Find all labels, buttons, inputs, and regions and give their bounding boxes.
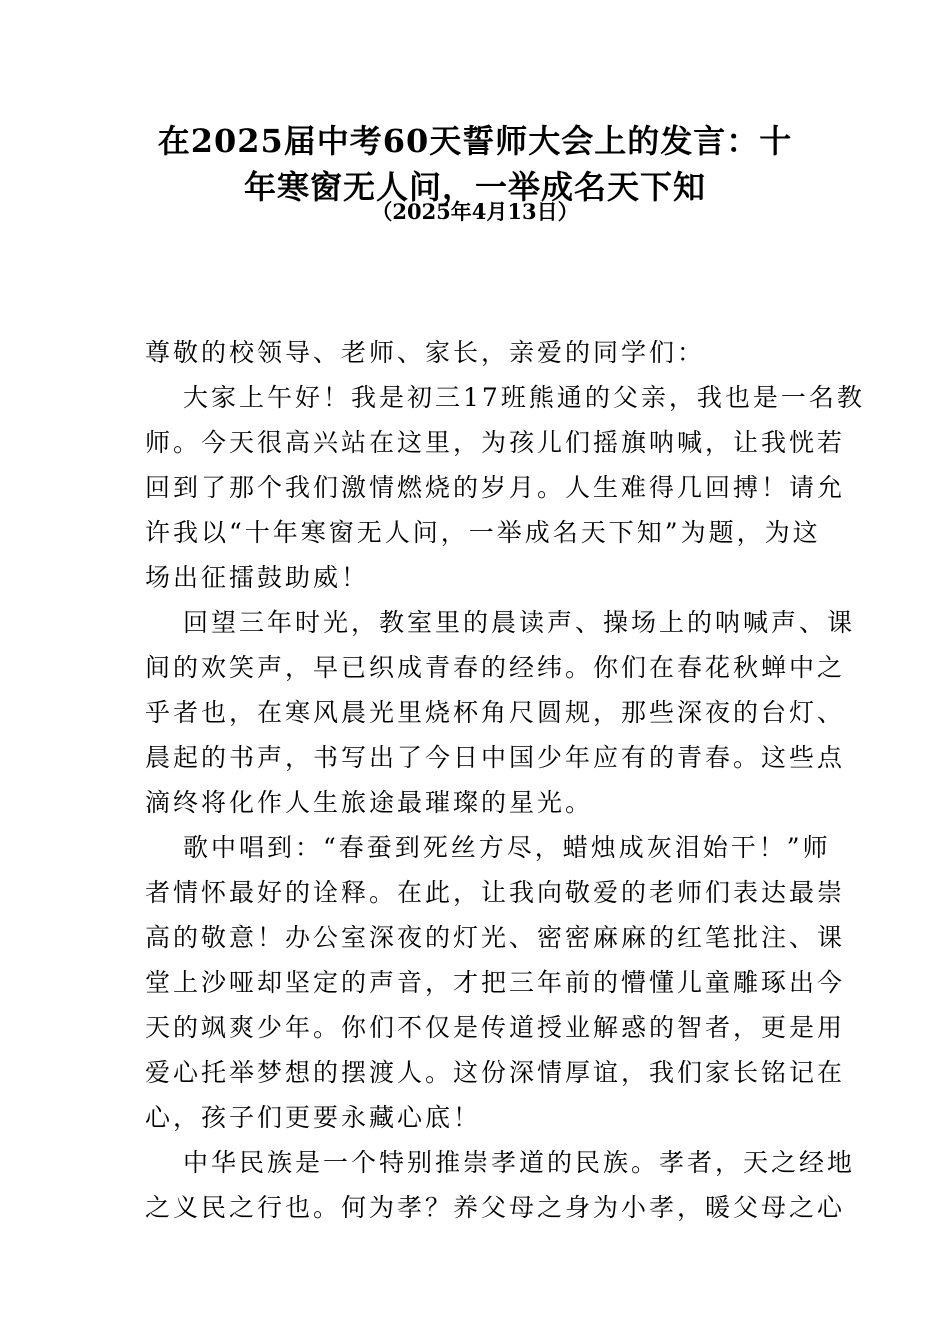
title-line: 在2025届中考60天誓师大会上的发言：十: [157, 122, 793, 160]
paragraph-line: 场出征擂鼓助威！: [145, 563, 370, 592]
paragraph-line: 回望三年时光，教室里的晨读声、操场上的呐喊声、课: [183, 608, 856, 637]
document-date: （2025年4月13日）: [371, 199, 579, 224]
document-body: [145, 330, 865, 1230]
paragraph-line: 心，孩子们更要永藏心底！: [145, 1103, 482, 1132]
paragraph-line: 许我以“十年寒窗无人问，一举成名天下知”为题，为这: [145, 518, 821, 547]
paragraph-line: 天的飒爽少年。你们不仅是传道授业解惑的智者，更是用: [145, 1013, 846, 1042]
paragraph-line: 乎者也，在寒风晨光里烧杯角尺圆规，那些深夜的台灯、: [145, 698, 846, 727]
paragraph: [145, 600, 856, 825]
paragraph: [145, 375, 865, 600]
paragraph-line: 歌中唱到：“春蚕到死丝方尽，蜡烛成灰泪始干！”师: [183, 833, 831, 862]
paragraph-line: 之义民之行也。何为孝？养父母之身为小孝，暖父母之心: [145, 1193, 846, 1222]
paragraph-line: 者情怀最好的诠释。在此，让我向敬爱的老师们表达最崇: [145, 878, 846, 907]
paragraph-line: 师。今天很高兴站在这里，为孩儿们摇旗呐喊，让我恍若: [145, 428, 846, 457]
paragraph-line: 中华民族是一个特别推崇孝道的民族。孝者，天之经地: [183, 1148, 856, 1177]
paragraph-line: 大家上午好！我是初三17班熊通的父亲，我也是一名教: [183, 383, 865, 412]
paragraph-line: 回到了那个我们激情燃烧的岁月。人生难得几回搏！请允: [145, 473, 846, 502]
paragraph-line: 爱心托举梦想的摆渡人。这份深情厚谊，我们家长铭记在: [145, 1058, 846, 1087]
paragraph-line: 滴终将化作人生旅途最璀璨的星光。: [145, 788, 594, 817]
paragraph-line: 间的欢笑声，早已织成青春的经纬。你们在春花秋蝉中之: [145, 653, 846, 682]
paragraph-line: 堂上沙哑却坚定的声音，才把三年前的懵懂儿童雕琢出今: [145, 968, 846, 997]
paragraph-line: 晨起的书声，书写出了今日中国少年应有的青春。这些点: [145, 743, 846, 772]
title-line: 年寒窗无人问，一举成名天下知: [243, 168, 706, 206]
paragraph: [145, 1140, 856, 1230]
paragraph: [145, 825, 846, 1140]
paragraph-line: 高的敬意！办公室深夜的灯光、密密麻麻的红笔批注、课: [145, 923, 846, 952]
salutation: 尊敬的校领导、老师、家长，亲爱的同学们：: [145, 338, 706, 367]
